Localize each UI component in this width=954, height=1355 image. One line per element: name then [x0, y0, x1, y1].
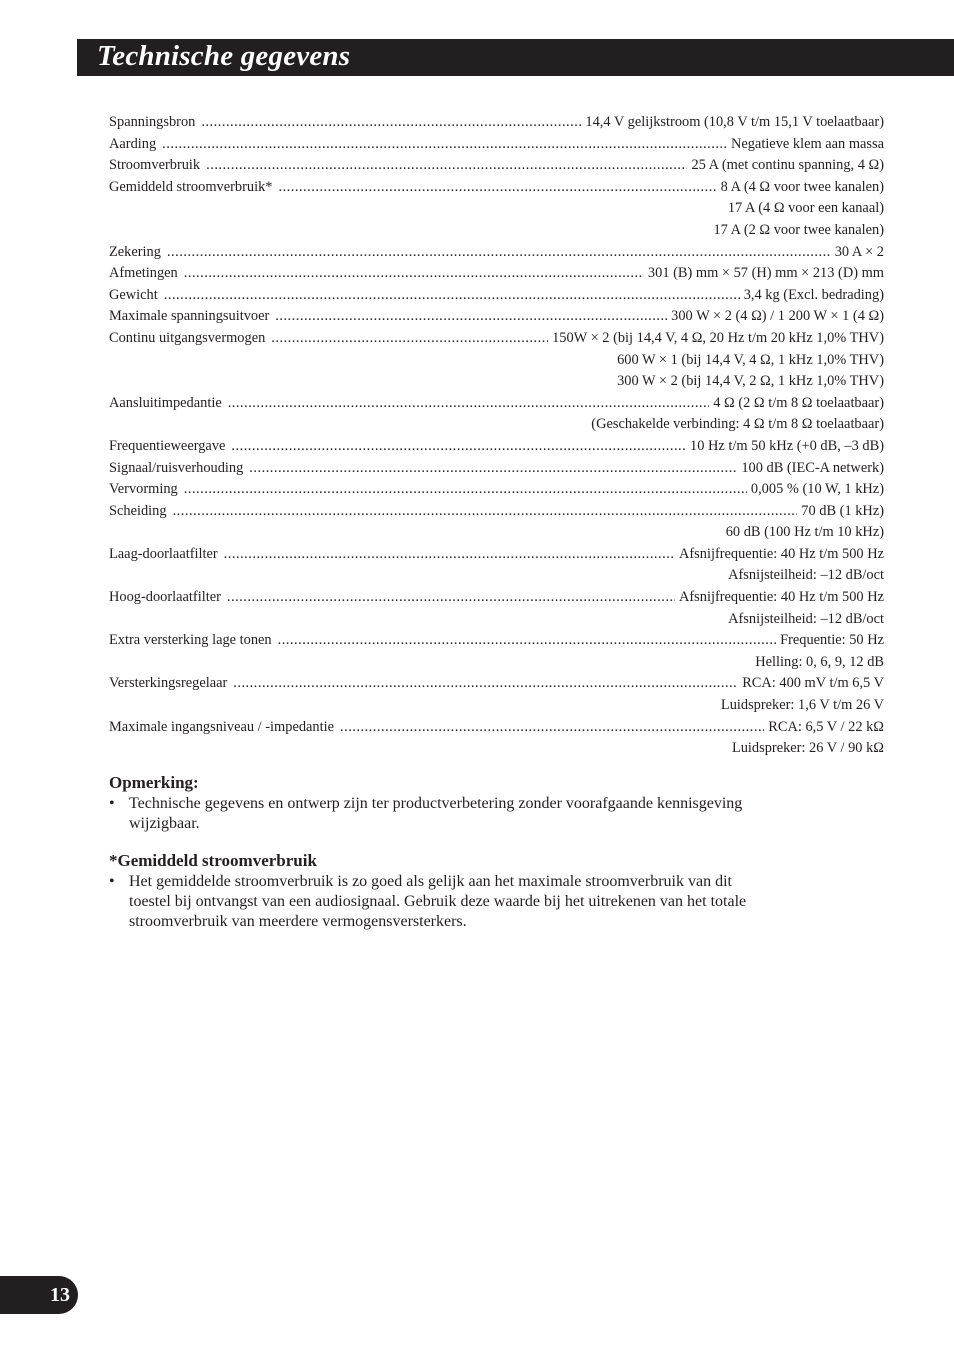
bullet-mark: • [109, 795, 115, 812]
dot-leader [167, 242, 831, 264]
spec-row [109, 630, 884, 652]
dot-leader [164, 285, 740, 307]
dot-leader [184, 479, 747, 501]
spec-value: 301 (B) mm × 57 (H) mm × 213 (D) mm [647, 265, 884, 282]
spec-value: Luidspreker: 1,6 V t/m 26 V [720, 697, 884, 714]
dot-leader [340, 717, 764, 739]
dot-leader [173, 501, 798, 523]
spec-value: 150W × 2 (bij 14,4 V, 4 Ω, 20 Hz t/m 20 kHz 1,0% THV) [552, 329, 884, 346]
power-note-text: Het gemiddelde stroomverbruik is zo goed als gelijk aan het maximale stroomverbruik van dit toestel bij ontvangst van een audiosignaal. Gebruik deze waarde bij het uitrekenen van het totale stroomverbruik van meerdere vermogensversterkers. [129, 873, 747, 930]
note-section [109, 773, 749, 834]
spec-row-continuation [109, 350, 884, 372]
spec-row [109, 587, 884, 609]
spec-value: 4 Ω (2 Ω t/m 8 Ω toelaatbaar) [713, 394, 884, 411]
page-number-tab [0, 1276, 78, 1314]
spec-value: Afsnijfrequentie: 40 Hz t/m 500 Hz [678, 589, 884, 606]
spec-label: Vervorming [109, 481, 178, 498]
spec-row [109, 177, 884, 199]
spec-label: Zekering [109, 243, 161, 260]
spec-label: Afmetingen [109, 265, 178, 282]
spec-label: Frequentieweergave [109, 437, 226, 454]
spec-label: Scheiding [109, 502, 167, 519]
spec-row [109, 285, 884, 307]
dot-leader [162, 134, 727, 156]
spec-row [109, 328, 884, 350]
spec-label: Hoog-doorlaatfilter [109, 589, 221, 606]
spec-value: Afsnijfrequentie: 40 Hz t/m 500 Hz [678, 545, 884, 562]
spec-value: Negatieve klem aan massa [730, 135, 884, 152]
dot-leader [249, 458, 737, 480]
spec-value: (Geschakelde verbinding: 4 Ω t/m 8 Ω toelaatbaar) [591, 416, 884, 433]
spec-row [109, 263, 884, 285]
spec-row-continuation [109, 522, 884, 544]
spec-label: Continu uitgangsvermogen [109, 329, 266, 346]
note-text: Technische gegevens en ontwerp zijn ter productverbetering zonder voorafgaande kennisgeving wijzigbaar. [129, 795, 743, 832]
spec-row [109, 673, 884, 695]
spec-value: RCA: 400 mV t/m 6,5 V [742, 675, 884, 692]
spec-value: 600 W × 1 (bij 14,4 V, 4 Ω, 1 kHz 1,0% THV) [617, 351, 884, 368]
spec-row-continuation [109, 738, 884, 760]
spec-row-continuation [109, 565, 884, 587]
spec-value: Afsnijsteilheid: –12 dB/oct [728, 567, 884, 584]
spec-value: 60 dB (100 Hz t/m 10 kHz) [725, 524, 884, 541]
section-header-bar [77, 39, 954, 76]
spec-label: Aansluitimpedantie [109, 394, 222, 411]
spec-row-continuation [109, 198, 884, 220]
spec-label: Maximale spanningsuitvoer [109, 308, 270, 325]
dot-leader [278, 177, 716, 199]
note-heading: Opmerking: [109, 773, 199, 792]
spec-value: 30 A × 2 [834, 243, 884, 260]
spec-value: 70 dB (1 kHz) [801, 502, 884, 519]
spec-row [109, 393, 884, 415]
spec-row-continuation [109, 220, 884, 242]
spec-value: Afsnijsteilheid: –12 dB/oct [728, 610, 884, 627]
spec-value: 300 W × 2 (bij 14,4 V, 2 Ω, 1 kHz 1,0% THV) [617, 373, 884, 390]
note-bullet-item [109, 794, 749, 834]
dot-leader [206, 155, 687, 177]
spec-row [109, 134, 884, 156]
power-note-heading: *Gemiddeld stroomverbruik [109, 851, 317, 870]
spec-row [109, 155, 884, 177]
dot-leader [233, 673, 738, 695]
spec-value: Helling: 0, 6, 9, 12 dB [755, 653, 884, 670]
spec-label: Gemiddeld stroomverbruik* [109, 178, 273, 195]
spec-row-continuation [109, 414, 884, 436]
spec-row-continuation [109, 609, 884, 631]
bullet-mark: • [109, 873, 115, 890]
dot-leader [184, 263, 644, 285]
spec-value: 0,005 % (10 W, 1 kHz) [750, 481, 884, 498]
spec-value: 17 A (4 Ω voor een kanaal) [727, 200, 884, 217]
spec-value: 100 dB (IEC-A netwerk) [741, 459, 884, 476]
spec-value: 3,4 kg (Excl. bedrading) [743, 286, 884, 303]
spec-value: 10 Hz t/m 50 kHz (+0 dB, –3 dB) [690, 437, 884, 454]
spec-row-continuation [109, 371, 884, 393]
spec-value: 8 A (4 Ω voor twee kanalen) [720, 178, 884, 195]
spec-label: Laag-doorlaatfilter [109, 545, 218, 562]
spec-label: Gewicht [109, 286, 158, 303]
spec-value: 14,4 V gelijkstroom (10,8 V t/m 15,1 V toelaatbaar) [585, 114, 884, 130]
dot-leader [227, 587, 675, 609]
spec-row-continuation [109, 652, 884, 674]
spec-row [109, 112, 884, 134]
spec-label: Stroomverbruik [109, 157, 201, 174]
spec-label: Aarding [109, 135, 157, 152]
dot-leader [224, 544, 675, 566]
power-note-bullet-item [109, 872, 749, 932]
spec-table [109, 112, 884, 760]
spec-row [109, 306, 884, 328]
power-note-section [109, 851, 749, 932]
spec-value: 17 A (2 Ω voor twee kanalen) [713, 221, 884, 238]
spec-row [109, 242, 884, 264]
spec-value: Frequentie: 50 Hz [780, 632, 884, 649]
spec-value: 300 W × 2 (4 Ω) / 1 200 W × 1 (4 Ω) [671, 308, 884, 325]
spec-row [109, 501, 884, 523]
spec-row [109, 436, 884, 458]
spec-row [109, 479, 884, 501]
dot-leader [231, 436, 686, 458]
spec-label: Spanningsbron [109, 114, 196, 130]
spec-label: Extra versterking lage tonen [109, 632, 272, 649]
spec-value: 25 A (met continu spanning, 4 Ω) [691, 157, 884, 174]
dot-leader [201, 112, 581, 134]
spec-value: Luidspreker: 26 V / 90 kΩ [731, 740, 884, 757]
spec-row-continuation [109, 695, 884, 717]
dot-leader [271, 328, 548, 350]
dot-leader [228, 393, 710, 415]
spec-label: Maximale ingangsniveau / -impedantie [109, 718, 334, 735]
dot-leader [278, 630, 776, 652]
page-number: 13 [50, 1284, 70, 1306]
spec-label: Signaal/ruisverhouding [109, 459, 244, 476]
spec-row [109, 544, 884, 566]
dot-leader [275, 306, 667, 328]
spec-label: Versterkingsregelaar [109, 675, 228, 692]
spec-row [109, 458, 884, 480]
spec-value: RCA: 6,5 V / 22 kΩ [768, 718, 884, 735]
page-title: Technische gegevens [97, 40, 351, 72]
spec-row [109, 717, 884, 739]
